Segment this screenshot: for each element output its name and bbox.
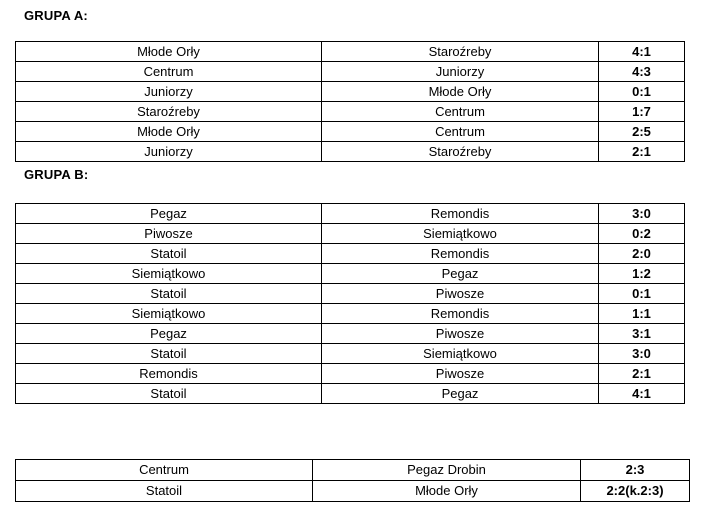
table-row (16, 364, 685, 384)
table-row (16, 122, 685, 142)
score-cell: 3:0 (599, 204, 685, 224)
group-a-results-table (15, 41, 685, 162)
score-cell: 2:5 (599, 122, 685, 142)
home-team-cell: Statoil (16, 384, 322, 404)
away-team-cell: Remondis (322, 244, 599, 264)
score-cell: 0:2 (599, 224, 685, 244)
table-row (16, 102, 685, 122)
away-team-cell: Juniorzy (322, 62, 599, 82)
table-row (16, 82, 685, 102)
home-team-cell: Juniorzy (16, 142, 322, 162)
final-matches-table (15, 459, 690, 502)
away-team-cell: Pegaz Drobin (313, 460, 581, 481)
home-team-cell: Piwosze (16, 224, 322, 244)
away-team-cell: Młode Orły (313, 481, 581, 502)
score-cell: 1:1 (599, 304, 685, 324)
home-team-cell: Siemiątkowo (16, 264, 322, 284)
table-row (16, 324, 685, 344)
table-row (16, 344, 685, 364)
table-row (16, 460, 690, 481)
away-team-cell: Pegaz (322, 264, 599, 284)
away-team-cell: Piwosze (322, 284, 599, 304)
score-cell: 1:2 (599, 264, 685, 284)
table-row (16, 204, 685, 224)
table-row (16, 304, 685, 324)
score-cell: 2:1 (599, 364, 685, 384)
away-team-cell: Piwosze (322, 364, 599, 384)
score-cell: 4:1 (599, 42, 685, 62)
score-cell: 4:3 (599, 62, 685, 82)
table-row (16, 62, 685, 82)
home-team-cell: Staroźreby (16, 102, 322, 122)
table-row (16, 142, 685, 162)
table-row (16, 224, 685, 244)
table-row (16, 244, 685, 264)
away-team-cell: Siemiątkowo (322, 344, 599, 364)
score-cell: 2:0 (599, 244, 685, 264)
away-team-cell: Remondis (322, 304, 599, 324)
score-cell: 2:2(k.2:3) (581, 481, 690, 502)
table-row (16, 481, 690, 502)
score-cell: 0:1 (599, 284, 685, 304)
away-team-cell: Centrum (322, 102, 599, 122)
home-team-cell: Młode Orły (16, 122, 322, 142)
away-team-cell: Staroźreby (322, 42, 599, 62)
score-cell: 2:3 (581, 460, 690, 481)
score-cell: 4:1 (599, 384, 685, 404)
group-b-results-table (15, 203, 685, 404)
home-team-cell: Pegaz (16, 204, 322, 224)
away-team-cell: Remondis (322, 204, 599, 224)
score-cell: 3:0 (599, 344, 685, 364)
away-team-cell: Młode Orły (322, 82, 599, 102)
table-row (16, 42, 685, 62)
home-team-cell: Centrum (16, 460, 313, 481)
score-cell: 3:1 (599, 324, 685, 344)
home-team-cell: Statoil (16, 284, 322, 304)
group-a-title: GRUPA A: (24, 8, 88, 23)
home-team-cell: Centrum (16, 62, 322, 82)
away-team-cell: Piwosze (322, 324, 599, 344)
home-team-cell: Juniorzy (16, 82, 322, 102)
table-row (16, 264, 685, 284)
score-cell: 2:1 (599, 142, 685, 162)
away-team-cell: Siemiątkowo (322, 224, 599, 244)
table-row (16, 384, 685, 404)
away-team-cell: Pegaz (322, 384, 599, 404)
home-team-cell: Młode Orły (16, 42, 322, 62)
home-team-cell: Statoil (16, 481, 313, 502)
score-cell: 0:1 (599, 82, 685, 102)
away-team-cell: Centrum (322, 122, 599, 142)
home-team-cell: Pegaz (16, 324, 322, 344)
home-team-cell: Statoil (16, 244, 322, 264)
table-row (16, 284, 685, 304)
home-team-cell: Siemiątkowo (16, 304, 322, 324)
home-team-cell: Remondis (16, 364, 322, 384)
home-team-cell: Statoil (16, 344, 322, 364)
group-b-title: GRUPA B: (24, 167, 89, 182)
away-team-cell: Staroźreby (322, 142, 599, 162)
score-cell: 1:7 (599, 102, 685, 122)
